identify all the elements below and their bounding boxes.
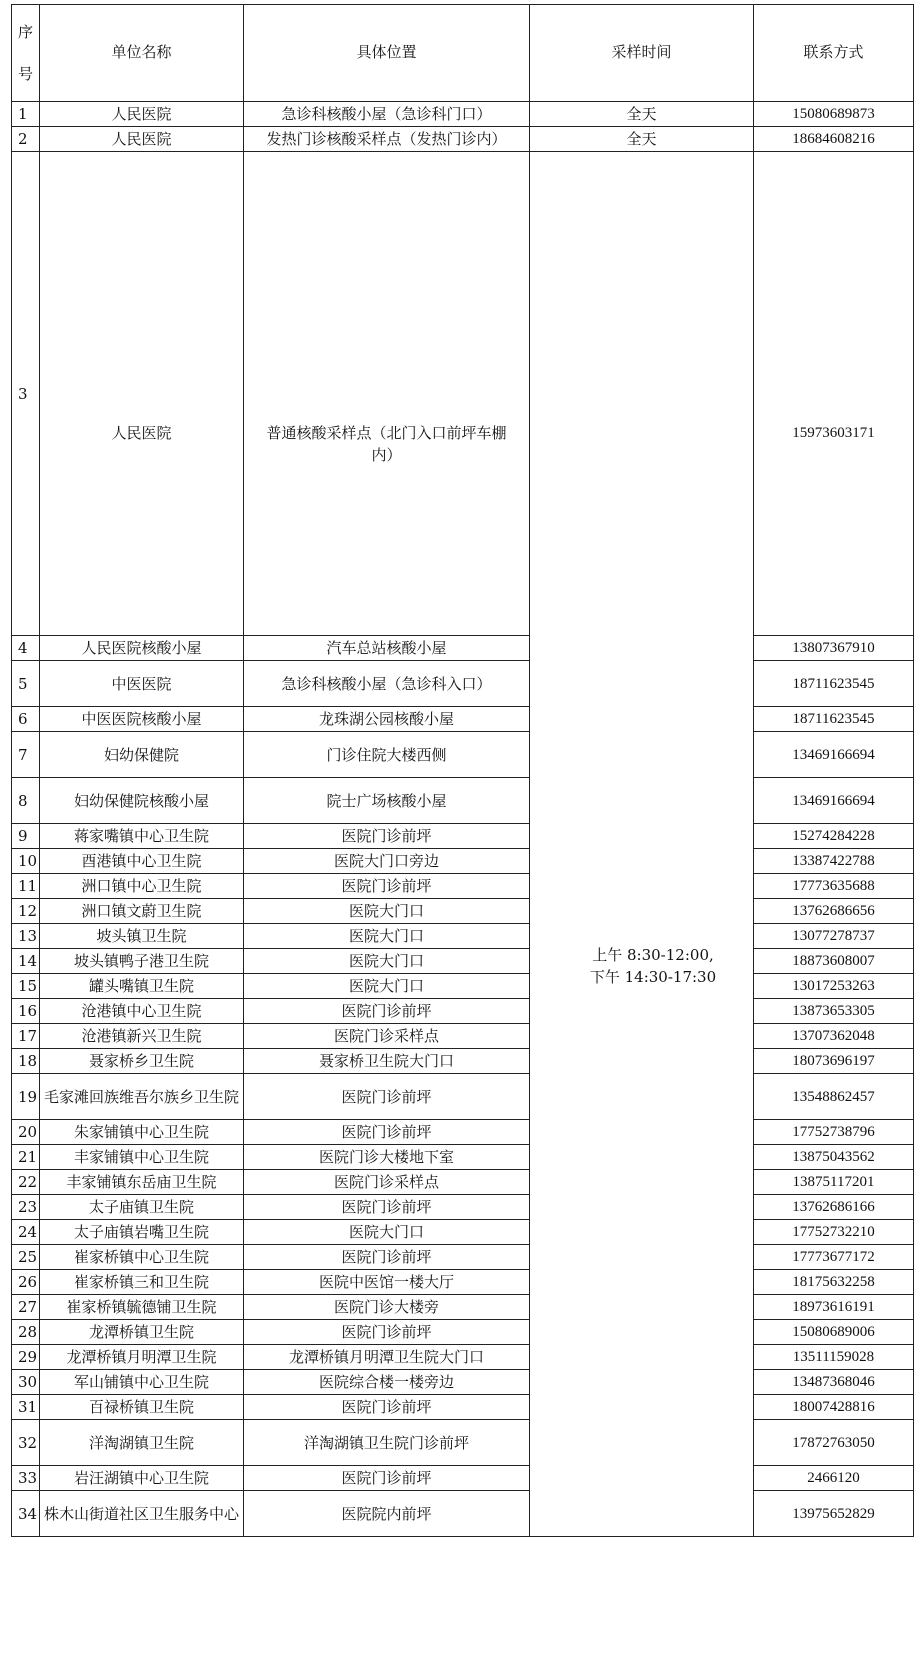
table-row	[12, 1145, 914, 1170]
row-location: 医院中医馆一楼大厅	[244, 1270, 530, 1295]
row-location: 医院门诊大楼旁	[244, 1295, 530, 1320]
table-row	[12, 1170, 914, 1195]
table-row	[12, 1120, 914, 1145]
row-phone: 18873608007	[754, 949, 914, 974]
row-unit: 毛家滩回族维吾尔族乡卫生院	[40, 1074, 244, 1120]
row-seq: 34	[12, 1491, 40, 1537]
row-location: 门诊住院大楼西侧	[244, 732, 530, 778]
row-location: 医院大门口	[244, 974, 530, 999]
row-unit: 中医医院核酸小屋	[40, 707, 244, 732]
row-phone: 13875117201	[754, 1170, 914, 1195]
row-unit: 太子庙镇卫生院	[40, 1195, 244, 1220]
row-seq: 26	[12, 1270, 40, 1295]
table-row	[12, 1049, 914, 1074]
row-seq: 22	[12, 1170, 40, 1195]
row-unit: 军山铺镇中心卫生院	[40, 1370, 244, 1395]
row-phone: 18007428816	[754, 1395, 914, 1420]
row-location: 医院门诊大楼地下室	[244, 1145, 530, 1170]
table-row	[12, 1466, 914, 1491]
row-unit: 坡头镇卫生院	[40, 924, 244, 949]
row-seq: 15	[12, 974, 40, 999]
row-seq: 25	[12, 1245, 40, 1270]
row-seq: 18	[12, 1049, 40, 1074]
row-seq: 31	[12, 1395, 40, 1420]
row-phone: 17773677172	[754, 1245, 914, 1270]
table-row	[12, 924, 914, 949]
row-unit: 洲口镇中心卫生院	[40, 874, 244, 899]
header-seq-line1: 序	[18, 23, 34, 41]
row-unit: 崔家桥镇三和卫生院	[40, 1270, 244, 1295]
row-phone: 17752732210	[754, 1220, 914, 1245]
row-seq: 6	[12, 707, 40, 732]
row-phone: 17752738796	[754, 1120, 914, 1145]
row-location: 医院门诊前坪	[244, 1245, 530, 1270]
row-unit: 株木山街道社区卫生服务中心	[40, 1491, 244, 1537]
row-location: 医院大门口	[244, 899, 530, 924]
header-location: 具体位置	[244, 5, 530, 102]
row-seq: 23	[12, 1195, 40, 1220]
table-row	[12, 1295, 914, 1320]
row-seq: 5	[12, 661, 40, 707]
row-unit: 百禄桥镇卫生院	[40, 1395, 244, 1420]
row-seq: 10	[12, 849, 40, 874]
row-phone: 13548862457	[754, 1074, 914, 1120]
row-location: 急诊科核酸小屋（急诊科门口）	[244, 102, 530, 127]
row-phone: 15080689873	[754, 102, 914, 127]
row-phone: 15080689006	[754, 1320, 914, 1345]
table-row	[12, 1345, 914, 1370]
row-location: 洋淘湖镇卫生院门诊前坪	[244, 1420, 530, 1466]
row-location: 医院门诊前坪	[244, 1120, 530, 1145]
row-seq: 32	[12, 1420, 40, 1466]
row-phone: 18073696197	[754, 1049, 914, 1074]
row-unit: 中医医院	[40, 661, 244, 707]
row-unit: 崔家桥镇中心卫生院	[40, 1245, 244, 1270]
row-location: 医院大门口	[244, 1220, 530, 1245]
row-seq: 9	[12, 824, 40, 849]
table-row	[12, 999, 914, 1024]
table-row	[12, 102, 914, 127]
table-row	[12, 127, 914, 152]
table-row	[12, 1395, 914, 1420]
row-unit: 蒋家嘴镇中心卫生院	[40, 824, 244, 849]
shared-sampling-time	[530, 152, 754, 1537]
row-seq: 24	[12, 1220, 40, 1245]
row-unit: 坡头镇鸭子港卫生院	[40, 949, 244, 974]
row-location: 医院大门口	[244, 924, 530, 949]
row-phone: 13487368046	[754, 1370, 914, 1395]
table-row	[12, 849, 914, 874]
row-location: 龙珠湖公园核酸小屋	[244, 707, 530, 732]
table-row	[12, 874, 914, 899]
row-location: 急诊科核酸小屋（急诊科入口）	[244, 661, 530, 707]
row-phone: 2466120	[754, 1466, 914, 1491]
row-seq: 11	[12, 874, 40, 899]
row-location: 医院院内前坪	[244, 1491, 530, 1537]
row-phone: 17773635688	[754, 874, 914, 899]
row-phone: 13387422788	[754, 849, 914, 874]
row-unit: 沧港镇新兴卫生院	[40, 1024, 244, 1049]
row-unit: 沧港镇中心卫生院	[40, 999, 244, 1024]
table-row	[12, 899, 914, 924]
table-row	[12, 949, 914, 974]
row-location: 医院门诊前坪	[244, 1466, 530, 1491]
table-row	[12, 636, 914, 661]
row-seq: 13	[12, 924, 40, 949]
row-seq: 19	[12, 1074, 40, 1120]
table-row	[12, 1420, 914, 1466]
row-phone: 13469166694	[754, 778, 914, 824]
table-row	[12, 1074, 914, 1120]
table-row	[12, 707, 914, 732]
row-phone: 13762686656	[754, 899, 914, 924]
row-phone: 13077278737	[754, 924, 914, 949]
row-unit: 洲口镇文蔚卫生院	[40, 899, 244, 924]
table-row	[12, 1220, 914, 1245]
table-row	[12, 1195, 914, 1220]
row-phone: 18711623545	[754, 661, 914, 707]
row-seq: 2	[12, 127, 40, 152]
row-location: 医院门诊前坪	[244, 1320, 530, 1345]
row-seq: 14	[12, 949, 40, 974]
row-location: 医院门诊前坪	[244, 999, 530, 1024]
row-phone: 18175632258	[754, 1270, 914, 1295]
row-seq: 20	[12, 1120, 40, 1145]
table-row	[12, 1491, 914, 1537]
row-unit: 罐头嘴镇卫生院	[40, 974, 244, 999]
row-location: 医院门诊前坪	[244, 1195, 530, 1220]
row-seq: 17	[12, 1024, 40, 1049]
row-seq: 8	[12, 778, 40, 824]
row-unit: 人民医院核酸小屋	[40, 636, 244, 661]
table-row	[12, 1270, 914, 1295]
table-header-row	[12, 5, 914, 102]
header-seq-line2: 号	[18, 65, 34, 83]
row-unit: 丰家铺镇东岳庙卫生院	[40, 1170, 244, 1195]
shared-time-line2: 下午 14:30-17:30	[589, 968, 717, 986]
row-seq: 21	[12, 1145, 40, 1170]
row-location: 汽车总站核酸小屋	[244, 636, 530, 661]
row-seq: 33	[12, 1466, 40, 1491]
row-phone: 13469166694	[754, 732, 914, 778]
row-seq: 30	[12, 1370, 40, 1395]
row-location: 普通核酸采样点（北门入口前坪车棚内）	[244, 152, 530, 636]
row-unit: 人民医院	[40, 127, 244, 152]
row-phone: 15274284228	[754, 824, 914, 849]
table-row	[12, 824, 914, 849]
row-phone: 13017253263	[754, 974, 914, 999]
table-row	[12, 1370, 914, 1395]
sampling-sites-table	[11, 4, 914, 1537]
row-unit: 人民医院	[40, 152, 244, 636]
table-row	[12, 1024, 914, 1049]
row-time: 全天	[530, 127, 754, 152]
row-phone: 18684608216	[754, 127, 914, 152]
row-unit: 龙潭桥镇卫生院	[40, 1320, 244, 1345]
row-location: 医院门诊前坪	[244, 1395, 530, 1420]
row-seq: 27	[12, 1295, 40, 1320]
row-seq: 29	[12, 1345, 40, 1370]
table-row	[12, 732, 914, 778]
row-location: 医院大门口旁边	[244, 849, 530, 874]
row-location: 龙潭桥镇月明潭卫生院大门口	[244, 1345, 530, 1370]
row-phone: 13707362048	[754, 1024, 914, 1049]
header-unit: 单位名称	[40, 5, 244, 102]
row-location: 聂家桥卫生院大门口	[244, 1049, 530, 1074]
row-seq: 4	[12, 636, 40, 661]
row-seq: 16	[12, 999, 40, 1024]
row-time: 全天	[530, 102, 754, 127]
row-phone: 13762686166	[754, 1195, 914, 1220]
row-seq: 12	[12, 899, 40, 924]
row-unit: 妇幼保健院	[40, 732, 244, 778]
header-contact: 联系方式	[754, 5, 914, 102]
row-location: 医院门诊前坪	[244, 824, 530, 849]
row-unit: 龙潭桥镇月明潭卫生院	[40, 1345, 244, 1370]
header-time: 采样时间	[530, 5, 754, 102]
table-row	[12, 778, 914, 824]
row-location: 医院门诊采样点	[244, 1024, 530, 1049]
row-unit: 崔家桥镇毓德铺卫生院	[40, 1295, 244, 1320]
row-seq: 28	[12, 1320, 40, 1345]
row-phone: 17872763050	[754, 1420, 914, 1466]
shared-time-line1: 上午 8:30-12:00,	[592, 946, 714, 964]
row-location: 医院门诊前坪	[244, 874, 530, 899]
row-location: 医院综合楼一楼旁边	[244, 1370, 530, 1395]
row-phone: 13975652829	[754, 1491, 914, 1537]
row-unit: 酉港镇中心卫生院	[40, 849, 244, 874]
row-location: 发热门诊核酸采样点（发热门诊内）	[244, 127, 530, 152]
row-unit: 妇幼保健院核酸小屋	[40, 778, 244, 824]
row-phone: 18711623545	[754, 707, 914, 732]
row-seq: 1	[12, 102, 40, 127]
table-row	[12, 661, 914, 707]
row-unit: 聂家桥乡卫生院	[40, 1049, 244, 1074]
row-location: 医院门诊采样点	[244, 1170, 530, 1195]
row-unit: 洋淘湖镇卫生院	[40, 1420, 244, 1466]
row-seq: 3	[12, 152, 40, 636]
row-unit: 太子庙镇岩嘴卫生院	[40, 1220, 244, 1245]
row-phone: 13873653305	[754, 999, 914, 1024]
row-unit: 丰家铺镇中心卫生院	[40, 1145, 244, 1170]
header-seq	[12, 5, 40, 102]
row-unit: 岩汪湖镇中心卫生院	[40, 1466, 244, 1491]
row-seq: 7	[12, 732, 40, 778]
table-row	[12, 152, 914, 636]
row-unit: 朱家铺镇中心卫生院	[40, 1120, 244, 1145]
table-row	[12, 1245, 914, 1270]
row-location: 院士广场核酸小屋	[244, 778, 530, 824]
row-location: 医院门诊前坪	[244, 1074, 530, 1120]
row-unit: 人民医院	[40, 102, 244, 127]
row-phone: 13807367910	[754, 636, 914, 661]
row-location: 医院大门口	[244, 949, 530, 974]
row-phone: 18973616191	[754, 1295, 914, 1320]
table-row	[12, 1320, 914, 1345]
row-phone: 13875043562	[754, 1145, 914, 1170]
table-row	[12, 974, 914, 999]
row-phone: 13511159028	[754, 1345, 914, 1370]
row-phone: 15973603171	[754, 152, 914, 636]
